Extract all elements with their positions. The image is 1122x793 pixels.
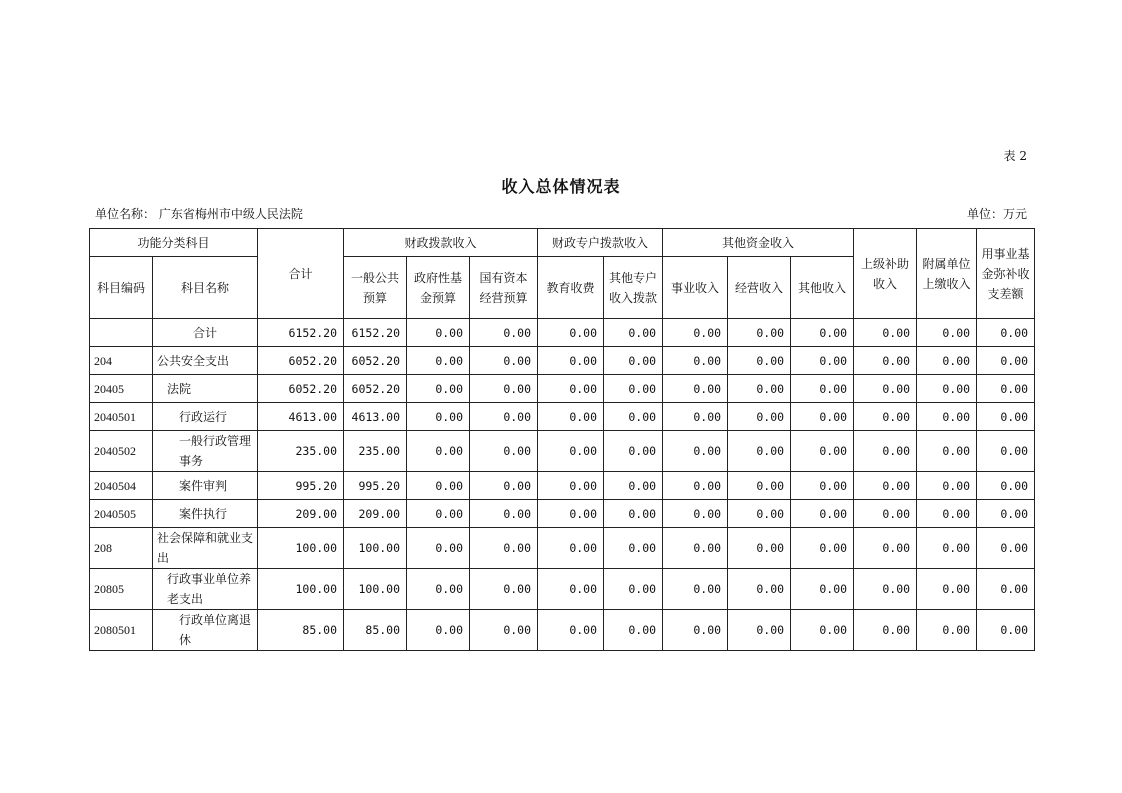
income-summary-table — [89, 228, 1035, 651]
cell-amount: 0.00 — [791, 472, 854, 500]
cell-amount: 0.00 — [791, 500, 854, 528]
cell-subject-name: 社会保障和就业支出 — [153, 528, 258, 569]
cell-amount: 0.00 — [538, 431, 604, 472]
cell-amount: 0.00 — [470, 528, 538, 569]
header-other-special-allocation: 其他专户收入拨款 — [604, 257, 663, 319]
cell-amount: 0.00 — [728, 375, 791, 403]
page-title: 收入总体情况表 — [501, 177, 621, 196]
organization-label: 单位名称： 广东省梅州市中级人民法院 — [95, 207, 303, 221]
cell-amount: 995.20 — [258, 472, 344, 500]
header-operating-income: 经营收入 — [728, 257, 791, 319]
cell-amount: 0.00 — [917, 375, 977, 403]
cell-subject-name: 行政事业单位养老支出 — [153, 569, 258, 610]
header-fiscal-special: 财政专户拨款收入 — [538, 229, 663, 257]
cell-amount: 0.00 — [663, 472, 728, 500]
cell-subject-code: 2040505 — [90, 500, 153, 528]
header-government-fund-budget: 政府性基金预算 — [407, 257, 470, 319]
cell-amount: 0.00 — [470, 403, 538, 431]
table-row — [90, 472, 1035, 500]
cell-amount: 0.00 — [604, 375, 663, 403]
cell-amount: 0.00 — [407, 375, 470, 403]
cell-amount: 0.00 — [538, 528, 604, 569]
cell-amount: 0.00 — [604, 472, 663, 500]
cell-amount: 0.00 — [917, 431, 977, 472]
cell-amount: 0.00 — [604, 569, 663, 610]
cell-subject-code: 2040501 — [90, 403, 153, 431]
cell-amount: 0.00 — [791, 528, 854, 569]
cell-amount: 0.00 — [470, 610, 538, 651]
cell-subject-name: 合计 — [153, 319, 258, 347]
header-superior-subsidy: 上级补助收入 — [854, 229, 917, 319]
cell-amount: 4613.00 — [344, 403, 407, 431]
cell-amount: 0.00 — [728, 528, 791, 569]
cell-amount: 0.00 — [407, 347, 470, 375]
cell-amount: 0.00 — [917, 528, 977, 569]
cell-amount: 0.00 — [791, 431, 854, 472]
cell-amount: 0.00 — [538, 610, 604, 651]
cell-subject-code: 20805 — [90, 569, 153, 610]
cell-amount: 100.00 — [344, 569, 407, 610]
cell-amount: 0.00 — [977, 500, 1035, 528]
cell-subject-code: 20405 — [90, 375, 153, 403]
cell-amount: 0.00 — [854, 500, 917, 528]
cell-amount: 6052.20 — [258, 375, 344, 403]
cell-amount: 0.00 — [791, 319, 854, 347]
cell-amount: 0.00 — [538, 472, 604, 500]
cell-subject-code: 2040504 — [90, 472, 153, 500]
cell-amount: 0.00 — [791, 375, 854, 403]
cell-amount: 0.00 — [604, 500, 663, 528]
cell-subject-name: 行政运行 — [153, 403, 258, 431]
cell-amount: 0.00 — [854, 569, 917, 610]
cell-amount: 0.00 — [663, 319, 728, 347]
header-affiliated-payment: 附属单位上缴收入 — [917, 229, 977, 319]
cell-amount: 4613.00 — [258, 403, 344, 431]
cell-amount: 0.00 — [854, 375, 917, 403]
cell-amount: 0.00 — [663, 610, 728, 651]
currency-unit-label: 单位：万元 — [966, 207, 1027, 221]
cell-amount: 0.00 — [470, 319, 538, 347]
cell-amount: 0.00 — [470, 500, 538, 528]
cell-amount: 0.00 — [407, 472, 470, 500]
cell-amount: 0.00 — [854, 319, 917, 347]
cell-subject-code: 208 — [90, 528, 153, 569]
cell-amount: 0.00 — [663, 528, 728, 569]
cell-subject-name: 法院 — [153, 375, 258, 403]
cell-amount: 100.00 — [344, 528, 407, 569]
cell-amount: 85.00 — [258, 610, 344, 651]
cell-amount: 0.00 — [663, 347, 728, 375]
cell-amount: 0.00 — [663, 500, 728, 528]
cell-subject-code: 2080501 — [90, 610, 153, 651]
cell-amount: 0.00 — [538, 403, 604, 431]
cell-amount: 0.00 — [470, 431, 538, 472]
cell-subject-name: 公共安全支出 — [153, 347, 258, 375]
cell-amount: 235.00 — [344, 431, 407, 472]
cell-amount: 0.00 — [663, 375, 728, 403]
cell-amount: 0.00 — [728, 610, 791, 651]
cell-subject-code: 204 — [90, 347, 153, 375]
cell-amount: 0.00 — [977, 375, 1035, 403]
cell-amount: 0.00 — [604, 528, 663, 569]
cell-amount: 0.00 — [917, 319, 977, 347]
cell-amount: 0.00 — [470, 347, 538, 375]
cell-amount: 0.00 — [977, 472, 1035, 500]
cell-amount: 100.00 — [258, 528, 344, 569]
table-row — [90, 403, 1035, 431]
cell-amount: 0.00 — [604, 347, 663, 375]
cell-amount: 0.00 — [728, 472, 791, 500]
cell-amount: 100.00 — [258, 569, 344, 610]
cell-amount: 235.00 — [258, 431, 344, 472]
cell-amount: 209.00 — [258, 500, 344, 528]
cell-amount: 0.00 — [917, 472, 977, 500]
cell-amount: 0.00 — [917, 610, 977, 651]
cell-amount: 209.00 — [344, 500, 407, 528]
cell-amount: 0.00 — [663, 403, 728, 431]
cell-amount: 0.00 — [977, 569, 1035, 610]
cell-subject-code — [90, 319, 153, 347]
cell-amount: 85.00 — [344, 610, 407, 651]
cell-amount: 6052.20 — [258, 347, 344, 375]
table-row — [90, 528, 1035, 569]
cell-amount: 0.00 — [538, 500, 604, 528]
table-row — [90, 431, 1035, 472]
cell-amount: 0.00 — [407, 528, 470, 569]
cell-amount: 6152.20 — [344, 319, 407, 347]
cell-amount: 0.00 — [407, 431, 470, 472]
cell-amount: 0.00 — [604, 610, 663, 651]
cell-amount: 0.00 — [728, 403, 791, 431]
cell-amount: 0.00 — [470, 375, 538, 403]
table-row — [90, 319, 1035, 347]
cell-amount: 0.00 — [538, 375, 604, 403]
cell-amount: 0.00 — [791, 610, 854, 651]
table-row — [90, 347, 1035, 375]
cell-amount: 0.00 — [977, 528, 1035, 569]
cell-amount: 0.00 — [854, 528, 917, 569]
cell-amount: 0.00 — [663, 569, 728, 610]
header-subject-name: 科目名称 — [153, 257, 258, 319]
cell-amount: 0.00 — [728, 319, 791, 347]
cell-amount: 0.00 — [917, 569, 977, 610]
cell-amount: 0.00 — [728, 431, 791, 472]
cell-amount: 0.00 — [728, 347, 791, 375]
cell-amount: 0.00 — [538, 347, 604, 375]
header-state-capital-budget: 国有资本经营预算 — [470, 257, 538, 319]
cell-amount: 0.00 — [854, 403, 917, 431]
cell-amount: 0.00 — [728, 569, 791, 610]
header-other-income: 其他收入 — [791, 257, 854, 319]
cell-amount: 0.00 — [663, 431, 728, 472]
table-row — [90, 610, 1035, 651]
cell-amount: 0.00 — [407, 500, 470, 528]
header-fiscal-allocation: 财政拨款收入 — [344, 229, 538, 257]
cell-amount: 0.00 — [470, 472, 538, 500]
cell-amount: 0.00 — [407, 569, 470, 610]
cell-amount: 0.00 — [470, 569, 538, 610]
header-total: 合计 — [258, 229, 344, 319]
cell-amount: 0.00 — [538, 569, 604, 610]
cell-subject-name: 案件执行 — [153, 500, 258, 528]
header-subject-code: 科目编码 — [90, 257, 153, 319]
cell-amount: 0.00 — [977, 431, 1035, 472]
cell-amount: 0.00 — [854, 347, 917, 375]
cell-subject-code: 2040502 — [90, 431, 153, 472]
header-general-public-budget: 一般公共预算 — [344, 257, 407, 319]
cell-amount: 0.00 — [604, 403, 663, 431]
cell-amount: 0.00 — [791, 403, 854, 431]
cell-amount: 0.00 — [917, 403, 977, 431]
cell-amount: 0.00 — [977, 319, 1035, 347]
cell-amount: 0.00 — [854, 431, 917, 472]
cell-amount: 0.00 — [977, 403, 1035, 431]
cell-amount: 0.00 — [728, 500, 791, 528]
cell-subject-name: 案件审判 — [153, 472, 258, 500]
cell-amount: 0.00 — [854, 472, 917, 500]
table-row — [90, 500, 1035, 528]
cell-amount: 0.00 — [917, 500, 977, 528]
cell-amount: 0.00 — [977, 347, 1035, 375]
cell-amount: 0.00 — [791, 347, 854, 375]
header-other-funds: 其他资金收入 — [663, 229, 854, 257]
cell-amount: 0.00 — [917, 347, 977, 375]
header-education-fee: 教育收费 — [538, 257, 604, 319]
cell-amount: 0.00 — [977, 610, 1035, 651]
header-business-income: 事业收入 — [663, 257, 728, 319]
table-number: 表 2 — [1003, 149, 1027, 163]
cell-subject-name: 行政单位离退休 — [153, 610, 258, 651]
cell-amount: 6052.20 — [344, 347, 407, 375]
cell-subject-name: 一般行政管理事务 — [153, 431, 258, 472]
cell-amount: 0.00 — [407, 610, 470, 651]
cell-amount: 0.00 — [407, 403, 470, 431]
header-business-fund-balance: 用事业基金弥补收支差额 — [977, 229, 1035, 319]
cell-amount: 0.00 — [407, 319, 470, 347]
cell-amount: 0.00 — [604, 319, 663, 347]
cell-amount: 0.00 — [854, 610, 917, 651]
cell-amount: 6052.20 — [344, 375, 407, 403]
table-row — [90, 375, 1035, 403]
table-row — [90, 569, 1035, 610]
cell-amount: 0.00 — [604, 431, 663, 472]
cell-amount: 995.20 — [344, 472, 407, 500]
header-functional-category: 功能分类科目 — [90, 229, 258, 257]
cell-amount: 0.00 — [791, 569, 854, 610]
cell-amount: 6152.20 — [258, 319, 344, 347]
cell-amount: 0.00 — [538, 319, 604, 347]
table-body — [90, 319, 1035, 651]
